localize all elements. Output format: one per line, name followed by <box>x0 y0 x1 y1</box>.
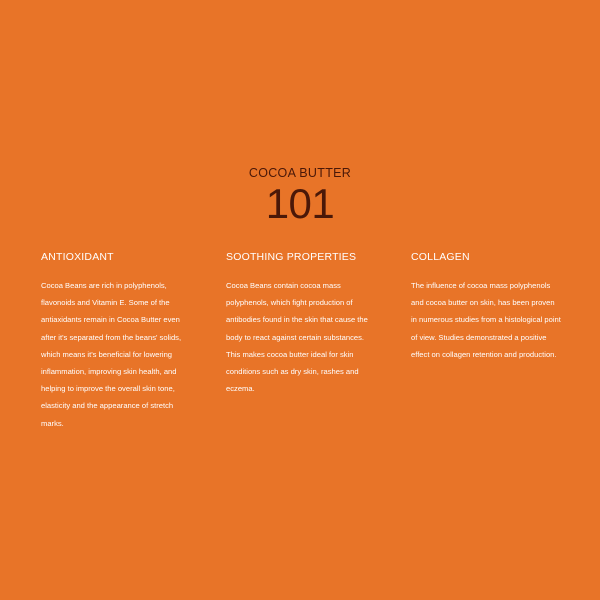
page-subtitle: COCOA BUTTER <box>248 166 352 180</box>
section-title: ANTIOXIDANT <box>41 251 114 263</box>
page-title-number: 101 <box>265 180 335 227</box>
section-antioxidant <box>41 251 201 432</box>
section-body: The influence of cocoa mass polyphenols and cocoa butter on skin, has been proven in numerous studies from a histological point of view. Studies demonstrated a positive effect on collagen retention and production. <box>411 281 561 359</box>
section-collagen <box>411 251 571 363</box>
section-body: Cocoa Beans are rich in polyphenols, flavonoids and Vitamin E. Some of the antiaxidants remain in Cocoa Butter even after it's separated from the beans' solids, which means it's beneficial for lowering inflammation, improving skin health, and helping to improve the overall skin tone, elasticity and the appearance of stretch marks. <box>41 281 182 428</box>
section-body: Cocoa Beans contain cocoa mass polyphenols, which fight production of antibodies found in the skin that cause the body to react against certain substances. This makes cocoa butter ideal for skin conditions such as dry skin, rashes and eczema. <box>226 281 368 394</box>
section-title: COLLAGEN <box>411 251 470 263</box>
page-header <box>0 166 600 226</box>
section-soothing-properties <box>226 251 386 397</box>
section-title: SOOTHING PROPERTIES <box>226 251 357 263</box>
